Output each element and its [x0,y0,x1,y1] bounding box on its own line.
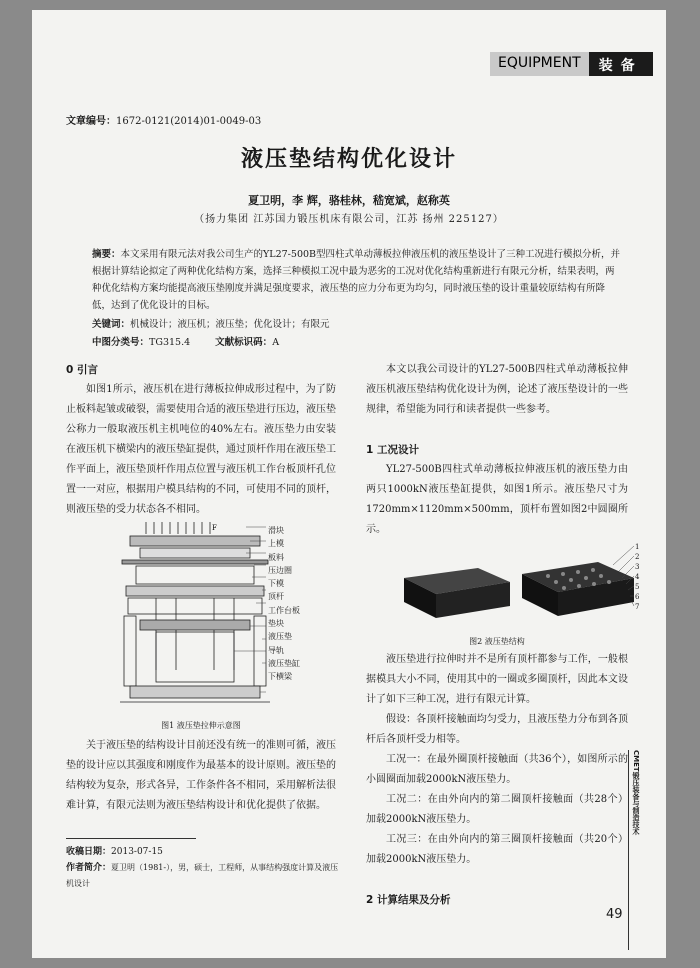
section-heading: 2 计算结果及分析 [366,894,451,906]
abstract: 摘要：本文采用有限元法对我公司生产的YL27-500B型四柱式单动薄板拉伸液压机的液压垫设计了三种工况进行模拟分析，并根据计算结论拟定了两种优化结构方案，选择三种模拟工况中最为恶劣的工况对优化结构重新进行有限元分析，结果表明，两种优化结构方案均能提高液压垫刚度并满足强度要求，液压垫的应力分布更为均匀，同时液压垫的设计重量较原结构有所降低，达到了优化设计的目标。 [92,249,621,311]
footnote-rule [66,838,196,839]
journal-side-title: CMET锻压装备与制造技术 [632,750,640,835]
banner-chinese: 装备 [589,52,653,76]
section-banner [490,52,653,76]
journal-page [32,10,666,958]
section-heading: 0 引言 [66,364,98,376]
paragraph: 液压垫进行拉伸时并不是所有顶杆都参与工作，一般根据模具大小不同，使用其中的一圈或多圈顶杆，因此本文设计了如下三种工况，进行有限元计算。 [366,654,628,705]
section-heading: 1 工况设计 [366,444,419,456]
paper-title: 液压垫结构优化设计 [240,147,457,172]
figure-1-press-diagram [116,520,334,715]
affiliation: （扬力集团 江苏国力锻压机床有限公司，江苏 扬州 225127） [194,214,504,225]
paragraph: 工况一：在最外圈顶杆接触面（共36个），如图所示的小圆圈面加载2000kN液压垫力。 [366,754,628,785]
author-list: 夏卫明，李 辉，骆桂林，嵇宽斌，赵称英 [248,194,450,207]
paragraph: 如图1所示，液压机在进行薄板拉伸成形过程中，为了防止板料起皱或破裂，需要使用合适的液压垫进行压边，液压垫公称力一般取液压机主机吨位的40%左右。液压垫力由安装在液压机下横梁内的液压垫缸提供，通过顶杆作用在液压垫工作平面上，液压垫顶杆作用点位置与液压机工作台板顶杆孔位置一一对应，根据用户模具结构的不同，可使用不同的顶杆，则液压垫的受力状态各不相同。 [66,384,336,515]
banner-english: EQUIPMENT [490,52,589,76]
paragraph: YL27-500B四柱式单动薄板拉伸液压机的液压垫力由两只1000kN液压垫缸提供，如图1所示。液压垫尺寸为1720mm×1120mm×500mm，顶杆布置如图2中圆圈所示。 [366,464,628,535]
classification: 中图分类号：TG315.4 文献标识码：A [92,337,280,348]
right-column-lower [366,650,628,910]
figure-2-caption: 图2 液压垫结构 [469,637,525,646]
figure-1-caption: 图1 液压垫拉伸示意图 [161,721,241,730]
article-number: 文章编号：1672-0121(2014)01-0049-03 [66,116,262,127]
figure-2-die-cushion [398,530,658,630]
force-arrow-label: F [212,524,217,532]
paragraph: 关于液压垫的结构设计目前还没有统一的准则可循，液压垫的设计应以其强度和刚度作为最基本的设计原则。液压垫的结构较为复杂，形式各异，工作条件各不相同，采用解析法很难计算，有限元法则为液压垫结构设计和优化提供了依据。 [66,740,336,811]
right-column [366,360,628,540]
paragraph: 本文以我公司设计的YL27-500B四柱式单动薄板拉伸液压机液压垫结构优化设计为例，论述了液压垫设计的一些规律，希望能为同行和读者提供一些参考。 [366,364,628,415]
paragraph: 假设：各顶杆接触面均匀受力，且液压垫力分布到各顶杆后各顶杆受力相等。 [366,714,628,745]
figure-1-labels: 滑块 上模 板料 压边圈 下模 顶杆 工作台板 垫块 液压垫 导轨 液压垫缸 下横梁 [268,526,300,682]
paragraph: 工况二：在由外向内的第二圈顶杆接触面（共28个）加载2000kN液压垫力。 [366,794,628,825]
footnote: 收稿日期：2013-07-15 作者简介：夏卫明（1981-），男，硕士，工程师，从事结构强度计算及液压机设计 [66,847,339,888]
left-column [66,360,336,520]
page-number: 49 [606,907,623,922]
keywords: 关键词：机械设计；液压机；液压垫；优化设计；有限元 [92,319,330,330]
left-column-lower [66,736,336,816]
paragraph: 工况三：在由外向内的第三圈顶杆接触面（共20个）加载2000kN液压垫力。 [366,834,628,865]
figure-2-labels: 1 2 3 4 5 6 7 [635,543,640,611]
